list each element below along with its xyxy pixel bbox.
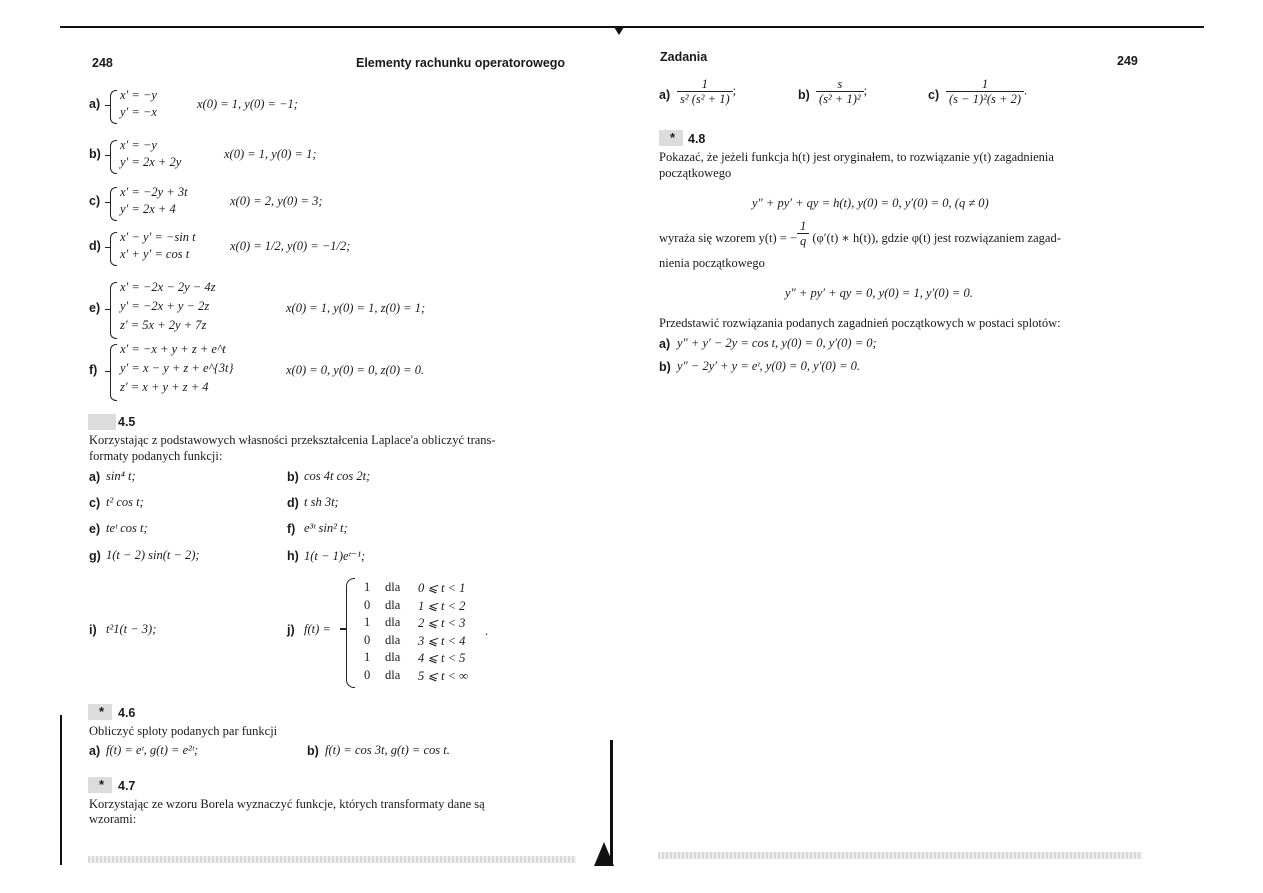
piecewise-range: 0 ⩽ t < 1: [418, 581, 466, 595]
right-running-head: Zadania: [660, 50, 708, 64]
item-label: c): [928, 88, 940, 102]
piecewise-brace-tip: [340, 628, 346, 630]
fraction-end: ;: [863, 83, 868, 98]
text-part: wyraża się wzorem y(t) = −: [659, 231, 798, 245]
exercise-text: Przedstawić rozwiązania podanych zagadnień początkowych w postaci splotów:: [659, 316, 1061, 330]
item-expr: teᵗ cos t;: [106, 521, 148, 535]
system-brace: [110, 232, 117, 266]
binding-shadow: [594, 842, 614, 866]
item-expr: y″ + y′ − 2y = cos t, y(0) = 0, y′(0) = 0;: [677, 336, 877, 350]
exercise-text: Korzystając z podstawowych własności przekształcenia Laplace'a obliczyć trans-: [89, 433, 496, 447]
item-label: a): [89, 744, 101, 758]
item-expr: f(t) = eᵗ, g(t) = e²ᵗ;: [106, 743, 199, 757]
piecewise-end: .: [485, 624, 489, 638]
exercise-text: formaty podanych funkcji:: [89, 449, 223, 463]
piecewise-word: dla: [385, 667, 401, 682]
item-expr: t² cos t;: [106, 495, 144, 509]
item-label: b): [659, 360, 671, 374]
system-label: b): [89, 147, 101, 161]
system-brace: [110, 140, 117, 174]
system-brace: [110, 344, 117, 401]
exercise-text: wzorami:: [89, 812, 137, 826]
initial-conditions: x(0) = 1, y(0) = −1;: [197, 97, 298, 111]
item-label: c): [89, 496, 101, 510]
left-page-number: 248: [92, 56, 113, 70]
item-label: b): [307, 744, 319, 758]
right-footer-strip: [658, 852, 1142, 859]
item-label: e): [89, 522, 101, 536]
piecewise-word: dla: [385, 650, 401, 664]
right-page-number: 249: [1117, 54, 1138, 68]
initial-conditions: x(0) = 2, y(0) = 3;: [230, 194, 323, 208]
system-label: f): [89, 362, 98, 377]
item-label: f): [287, 522, 296, 536]
piecewise-range: 3 ⩽ t < 4: [418, 633, 466, 648]
item-label: i): [89, 623, 97, 637]
system-equation: x′ = −2x − 2y − 4z: [120, 280, 216, 294]
system-brace: [110, 187, 117, 221]
star-icon: *: [670, 130, 676, 145]
fraction: [797, 219, 809, 248]
item-expr: cos 4t cos 2t;: [304, 469, 371, 483]
initial-conditions: x(0) = 1/2, y(0) = −1/2;: [230, 239, 351, 253]
exercise-number: 4.6: [118, 706, 136, 720]
system-equation: x′ = −y: [120, 138, 157, 152]
item-expr: t²1(t − 3);: [106, 622, 157, 636]
item-expr: t sh 3t;: [304, 495, 339, 509]
fraction-end: .: [1024, 83, 1028, 98]
fraction-den: q: [800, 233, 807, 248]
item-label: a): [659, 88, 671, 102]
exercise-text-with-fraction: [659, 218, 1061, 248]
system-brace-tip: [105, 202, 110, 203]
item-label: j): [287, 623, 295, 637]
fraction-end: ;: [732, 83, 737, 98]
system-label: d): [89, 239, 101, 253]
item-label: d): [287, 496, 299, 510]
system-label: c): [89, 194, 101, 208]
corner-mark: [614, 27, 624, 35]
exercise-text: Obliczyć sploty podanych par funkcji: [89, 724, 278, 738]
piecewise-value: 1: [364, 650, 371, 664]
item-expr: sin⁴ t;: [106, 469, 136, 483]
system-equation: y′ = −2x + y − 2z: [120, 299, 210, 313]
exercise-text: Korzystając ze wzoru Borela wyznaczyć funkcje, których transformaty dane są: [89, 797, 485, 811]
piecewise-value: 1: [364, 580, 371, 594]
item-label: a): [659, 337, 671, 351]
display-equation: y″ + py′ + qy = h(t), y(0) = 0, y′(0) = 0, (q ≠ 0): [752, 196, 989, 210]
system-equation: y′ = x − y + z + e^{3t}: [120, 361, 234, 375]
piecewise-brace: [346, 578, 355, 688]
fraction-num: 1: [797, 219, 809, 234]
fraction: [946, 77, 1027, 106]
piecewise-value: 0: [364, 597, 371, 612]
piecewise-value: 1: [364, 615, 371, 629]
item-expr: 1(t − 2) sin(t − 2);: [106, 548, 200, 562]
initial-conditions: x(0) = 1, y(0) = 1;: [224, 147, 317, 161]
system-equation: x′ = −2y + 3t: [120, 185, 188, 199]
exercise-text: nienia początkowego: [659, 256, 765, 270]
fraction-den: (s − 1)²(s + 2): [949, 92, 1021, 106]
text-part: (φ′(t) ∗ h(t)), gdzie φ(t) jest rozwiązaniem zagad-: [809, 231, 1061, 245]
piecewise-range: 5 ⩽ t < ∞: [418, 668, 469, 683]
item-label: b): [798, 88, 810, 102]
system-equation: y′ = −x: [120, 105, 157, 119]
system-brace-tip: [105, 155, 110, 156]
system-equation: x′ = −y: [120, 88, 157, 102]
left-running-head: Elementy rachunku operatorowego: [356, 56, 566, 70]
piecewise-range: 4 ⩽ t < 5: [418, 651, 466, 665]
exercise-tag-4-5: [88, 414, 116, 430]
piecewise-range: 2 ⩽ t < 3: [418, 616, 466, 630]
left-footer-strip: [88, 856, 576, 863]
system-brace-tip: [105, 247, 110, 248]
item-expr: f(t) =: [304, 622, 331, 636]
system-equation: y′ = 2x + 2y: [120, 155, 182, 169]
top-rule: [60, 26, 1204, 28]
item-label: a): [89, 470, 101, 484]
exercise-number: 4.5: [118, 415, 136, 429]
fraction-num: 1: [677, 77, 733, 92]
star-icon: *: [99, 704, 105, 719]
piecewise-word: dla: [385, 615, 401, 629]
item-label: h): [287, 549, 299, 563]
left-margin-bar: [60, 715, 62, 865]
initial-conditions: x(0) = 1, y(0) = 1, z(0) = 1;: [286, 300, 426, 315]
system-label: a): [89, 97, 101, 111]
fraction: [816, 77, 867, 106]
system-equation: y′ = 2x + 4: [120, 202, 176, 216]
system-equation: z′ = 5x + 2y + 7z: [120, 318, 207, 332]
item-label: b): [287, 470, 299, 484]
system-brace: [110, 90, 117, 124]
item-expr: 1(t − 1)eᵗ⁻¹;: [304, 549, 366, 563]
system-brace-tip: [105, 371, 110, 372]
system-equation: x′ = −x + y + z + e^t: [120, 342, 226, 356]
initial-conditions: x(0) = 0, y(0) = 0, z(0) = 0.: [286, 362, 425, 377]
system-label: e): [89, 300, 101, 315]
system-equation: x′ − y′ = −sin t: [120, 230, 196, 244]
display-equation: y″ + py′ + qy = 0, y(0) = 1, y′(0) = 0.: [785, 286, 973, 300]
piecewise-value: 0: [364, 667, 371, 682]
fraction-num: 1: [946, 77, 1024, 92]
system-equation: z′ = x + y + z + 4: [120, 380, 209, 394]
exercise-text: Pokazać, że jeżeli funkcja h(t) jest oryginałem, to rozwiązanie y(t) zagadnienia: [659, 150, 1054, 164]
item-expr: f(t) = cos 3t, g(t) = cos t.: [325, 743, 450, 757]
system-brace-tip: [105, 105, 110, 106]
item-label: g): [89, 549, 101, 563]
piecewise-range: 1 ⩽ t < 2: [418, 598, 466, 613]
fraction: [677, 77, 736, 106]
system-brace: [110, 282, 117, 339]
piecewise-value: 0: [364, 632, 371, 647]
exercise-number: 4.8: [688, 132, 706, 146]
fraction-den: s² (s² + 1): [680, 92, 730, 106]
system-brace-tip: [105, 309, 110, 310]
system-equation: x′ + y′ = cos t: [120, 247, 190, 261]
exercise-text: początkowego: [659, 166, 732, 180]
fraction-num: s: [816, 77, 864, 92]
item-expr: e³ᵗ sin² t;: [304, 521, 348, 535]
piecewise-word: dla: [385, 632, 401, 647]
piecewise-word: dla: [385, 597, 401, 612]
item-expr: y″ − 2y′ + y = eᵗ, y(0) = 0, y′(0) = 0.: [677, 359, 861, 373]
fraction-den: (s² + 1)²: [819, 92, 861, 106]
piecewise-word: dla: [385, 580, 401, 594]
star-icon: *: [99, 777, 105, 792]
exercise-number: 4.7: [118, 779, 136, 793]
